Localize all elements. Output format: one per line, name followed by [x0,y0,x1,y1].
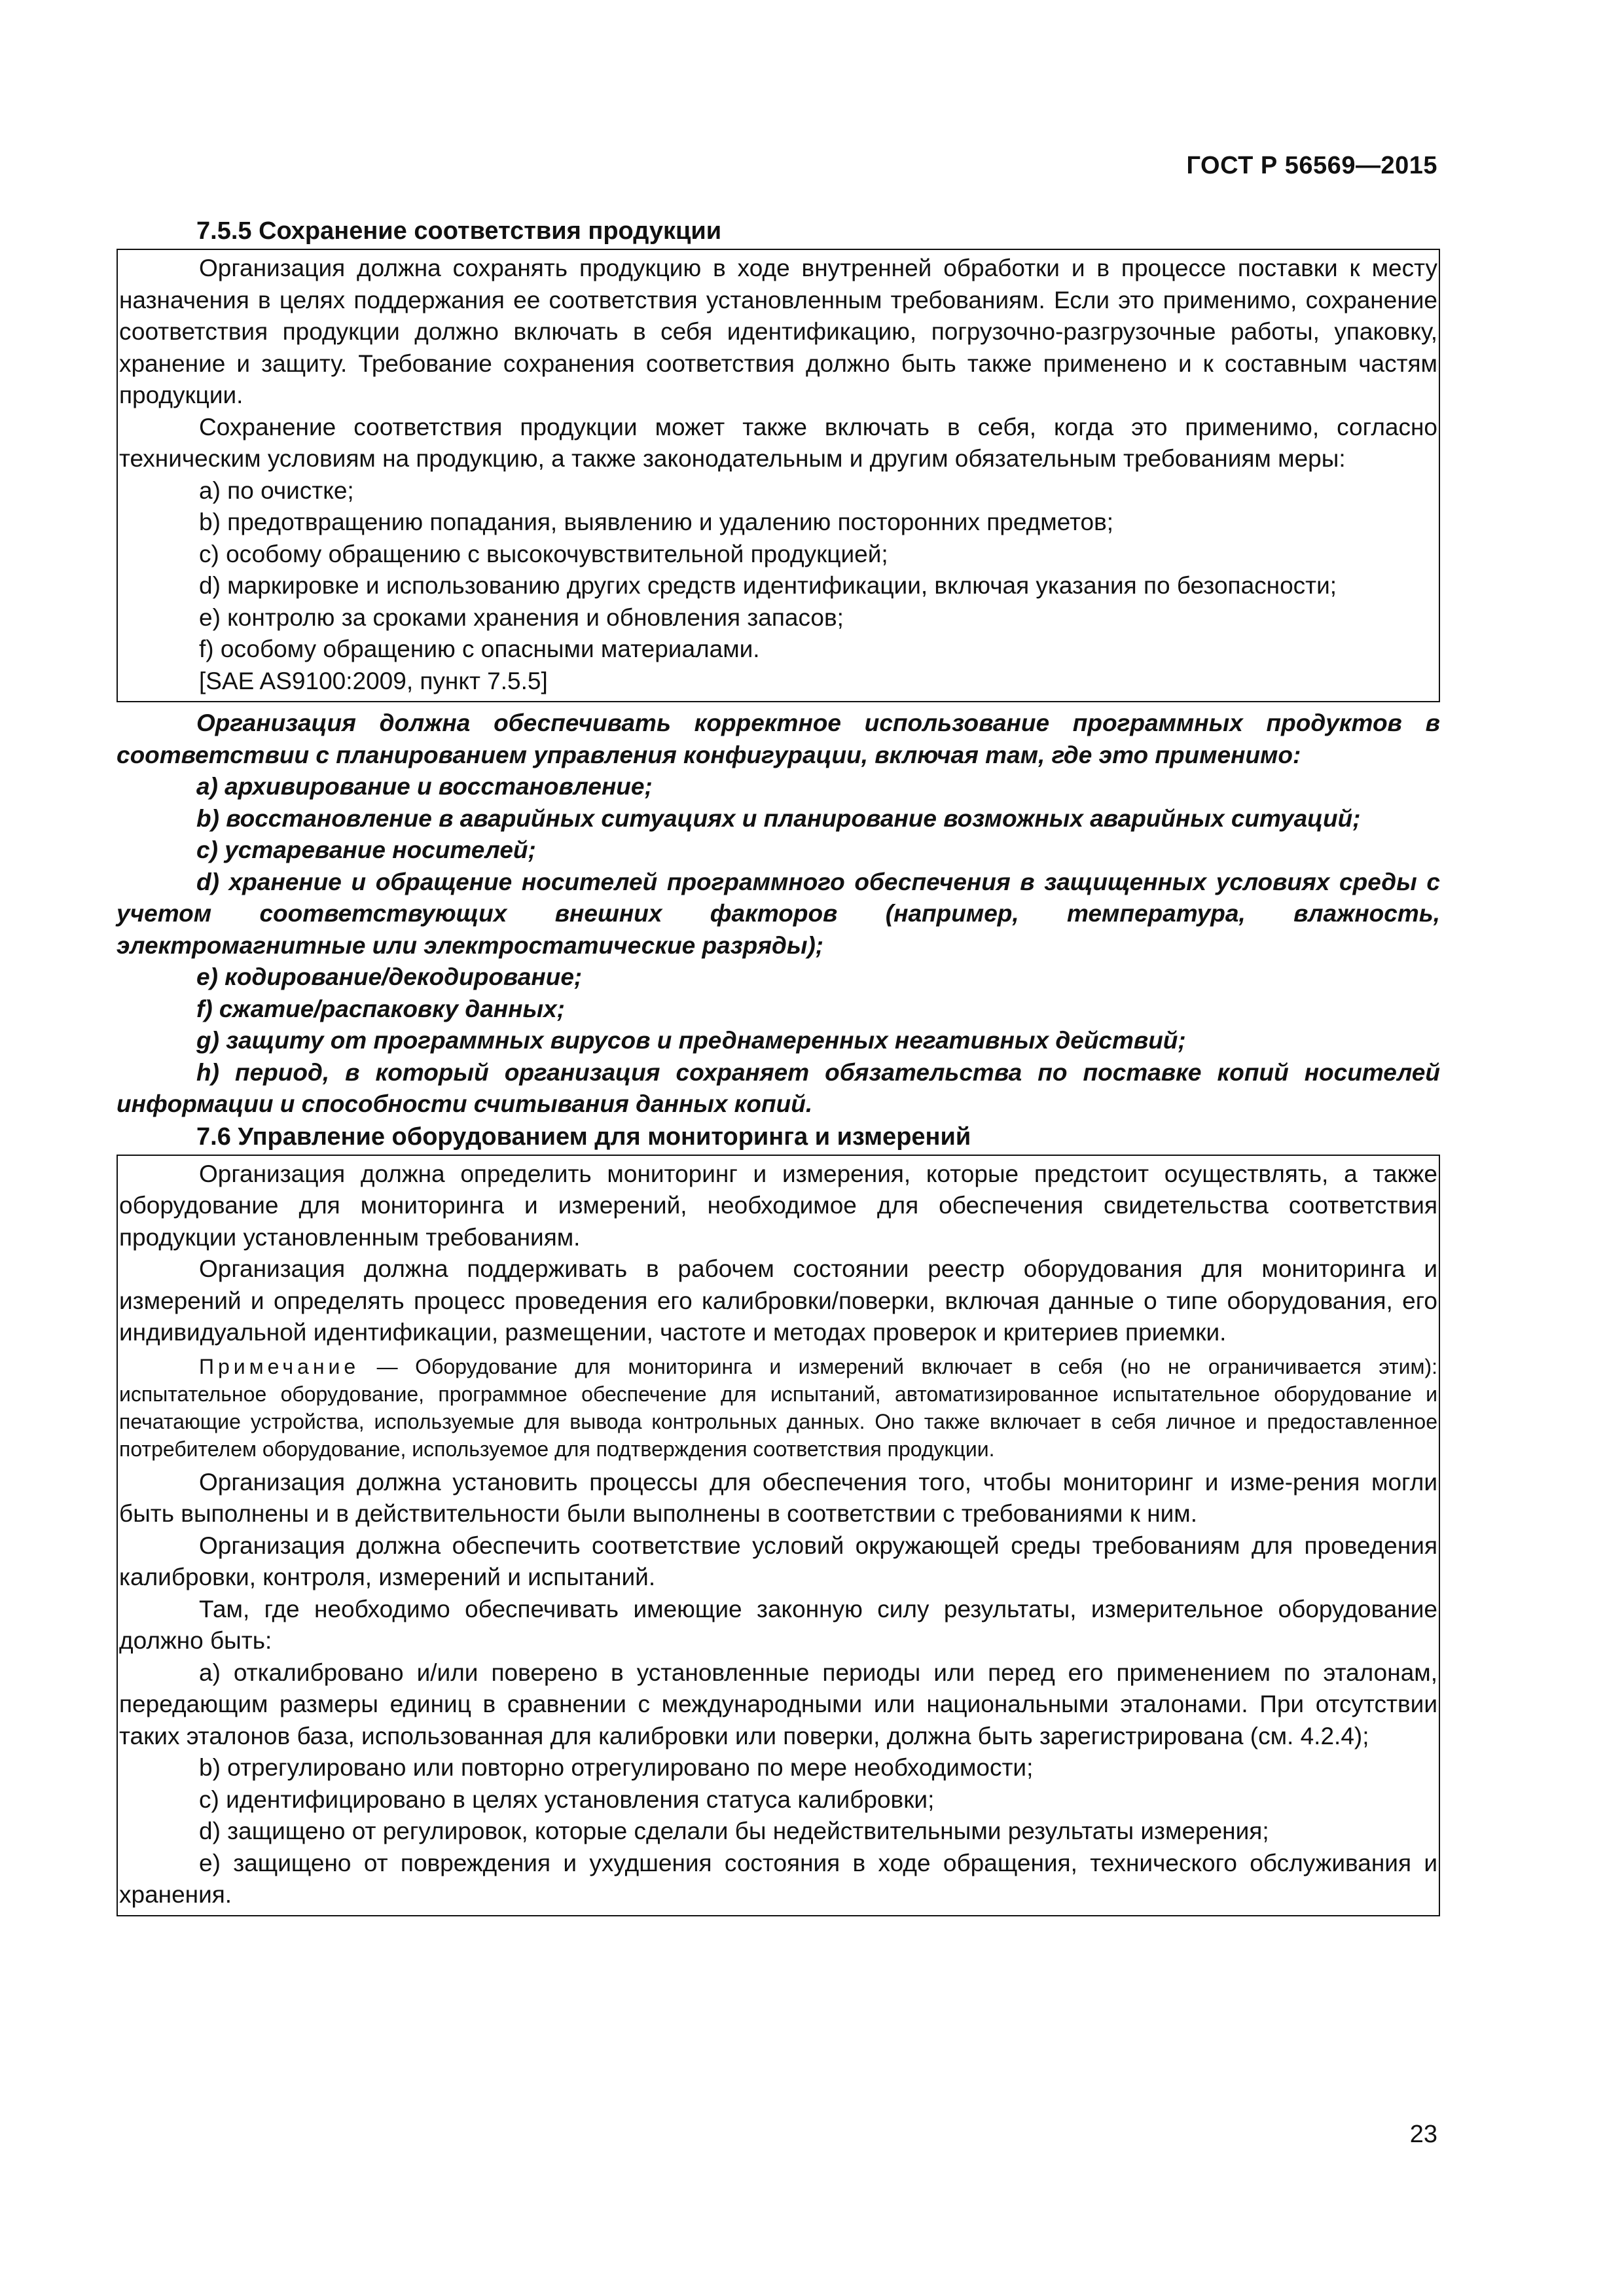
paragraph: Там, где необходимо обеспечивать имеющие законную силу результаты, измерительное оборудование должно быть: [119,1595,1437,1654]
list-item: e) контролю за сроками хранения и обновления запасов; [199,603,844,631]
page-content [117,215,1440,1922]
list-item: c) идентифицировано в целях установления статуса калибровки; [199,1785,935,1813]
list-item: d) защищено от регулировок, которые сделали бы недействительными результаты измерения; [199,1818,1269,1844]
paragraph: Организация должна установить процессы для обеспечения того, чтобы мониторинг и изме-рения могли быть выполнены и в действительности были выполнены в соответствии с требованиями к ним. [119,1468,1437,1527]
note-text: — Оборудование для мониторинга и измерений включает в себя (но не ограничивается этим): испытательное оборудование, программное обеспечение для испытаний, автоматизированное испытательное оборудование и печатающие устройства, используемые для вывода контрольных данных. Оно также включает в себя личное и предоставленное потребителем оборудование, используемое для подтверждения соответствия продукции. [119,1354,1437,1461]
paragraph: Организация должна поддерживать в рабочем состоянии реестр оборудования для мониторинга и измерений и определять процесс проведения его калибровки/поверки, включая данные о типе оборудования, его индивидуальной идентификации, размещении, частоте и методах проверок и критериев приемки. [119,1255,1437,1346]
note-label: Примечание [199,1354,360,1378]
bold-list-item: f) сжатие/распаковку данных; [196,995,565,1022]
paragraph: Сохранение соответствия продукции может также включать в себя, когда это применимо, согласно техническим условиям на продукцию, а также законодательным и другим обязательным требованиям меры: [119,413,1437,472]
source-reference: [SAE AS9100:2009, пункт 7.5.5] [199,667,548,694]
requirement-box-7-5-5 [117,249,1440,702]
bold-list-item: e) кодирование/декодирование; [196,963,583,990]
list-item: a) откалибровано и/или поверено в установленные периоды или перед его применением по эталонам, передающим размеры единиц в сравнении с международными или национальными эталонами. При отсутствии таких эталонов база, использованная для калибровки или поверки, должна быть зарегистрирована (см. 4.2.4); [119,1659,1437,1749]
note [119,1353,1437,1463]
bold-list-item: b) восстановление в аварийных ситуациях и планирование возможных аварийных ситуаций; [196,804,1361,832]
paragraph: Организация должна обеспечить соответствие условий окружающей среды требованиям для проведения калибровки, контроля, измерений и испытаний. [119,1532,1437,1590]
list-item: b) предотвращению попадания, выявлению и удалению посторонних предметов; [199,509,1114,535]
bold-paragraph: Организация должна обеспечивать корректное использование программных продуктов в соответствии с планированием управления конфигурации, включая там, где это применимо: [117,709,1440,768]
bold-list-item: g) защиту от программных вирусов и преднамеренных негативных действий; [196,1027,1186,1054]
section-heading-7-5-5: 7.5.5 Сохранение соответствия продукции [196,217,722,245]
standard-code: ГОСТ Р 56569—2015 [1186,152,1437,179]
list-item: a) по очистке; [199,476,354,504]
paragraph: Организация должна сохранять продукцию в ходе внутренней обработки и в процессе поставки к месту назначения в целях поддержания ее соответствия установленным требованиям. Если это применимо, сохранение соответствия продукции должно включать в себя идентификацию, погрузочно-разгрузочные работы, упаковку, хранение и защиту. Требование сохранения соответствия должно быть также применено и к составным частям продукции. [119,255,1437,408]
list-item: c) особому обращению с высокочувствительной продукцией; [199,540,888,567]
requirement-box-7-6 [117,1155,1440,1916]
bold-list-item: d) хранение и обращение носителей программного обеспечения в защищенных условиях среды с учетом соответствующих внешних факторов (например, температура, влажность, электромагнитные или электростатические разряды); [117,868,1440,959]
bold-list-item: a) архивирование и восстановление; [196,773,653,800]
list-item: b) отрегулировано или повторно отрегулировано по мере необходимости; [199,1754,1034,1781]
bold-list-item: h) период, в который организация сохраняет обязательства по поставке копий носителей информации и способности считывания данных копий. [117,1058,1440,1117]
list-item: e) защищено от повреждения и ухудшения состояния в ходе обращения, технического обслуживания и хранения. [119,1849,1437,1908]
list-item: d) маркировке и использованию других средств идентификации, включая указания по безопасности; [199,572,1337,599]
bold-list-item: c) устаревание носителей; [196,836,536,863]
section-heading-7-6: 7.6 Управление оборудованием для мониторинга и измерений [196,1122,971,1151]
list-item: f) особому обращению с опасными материалами. [199,636,760,662]
paragraph: Организация должна определить мониторинг и измерения, которые предстоит осуществлять, а также оборудование для мониторинга и измерений, необходимое для обеспечения свидетельства соответствия продукции установленным требованиям. [119,1160,1437,1251]
page-number: 23 [1409,2121,1437,2148]
